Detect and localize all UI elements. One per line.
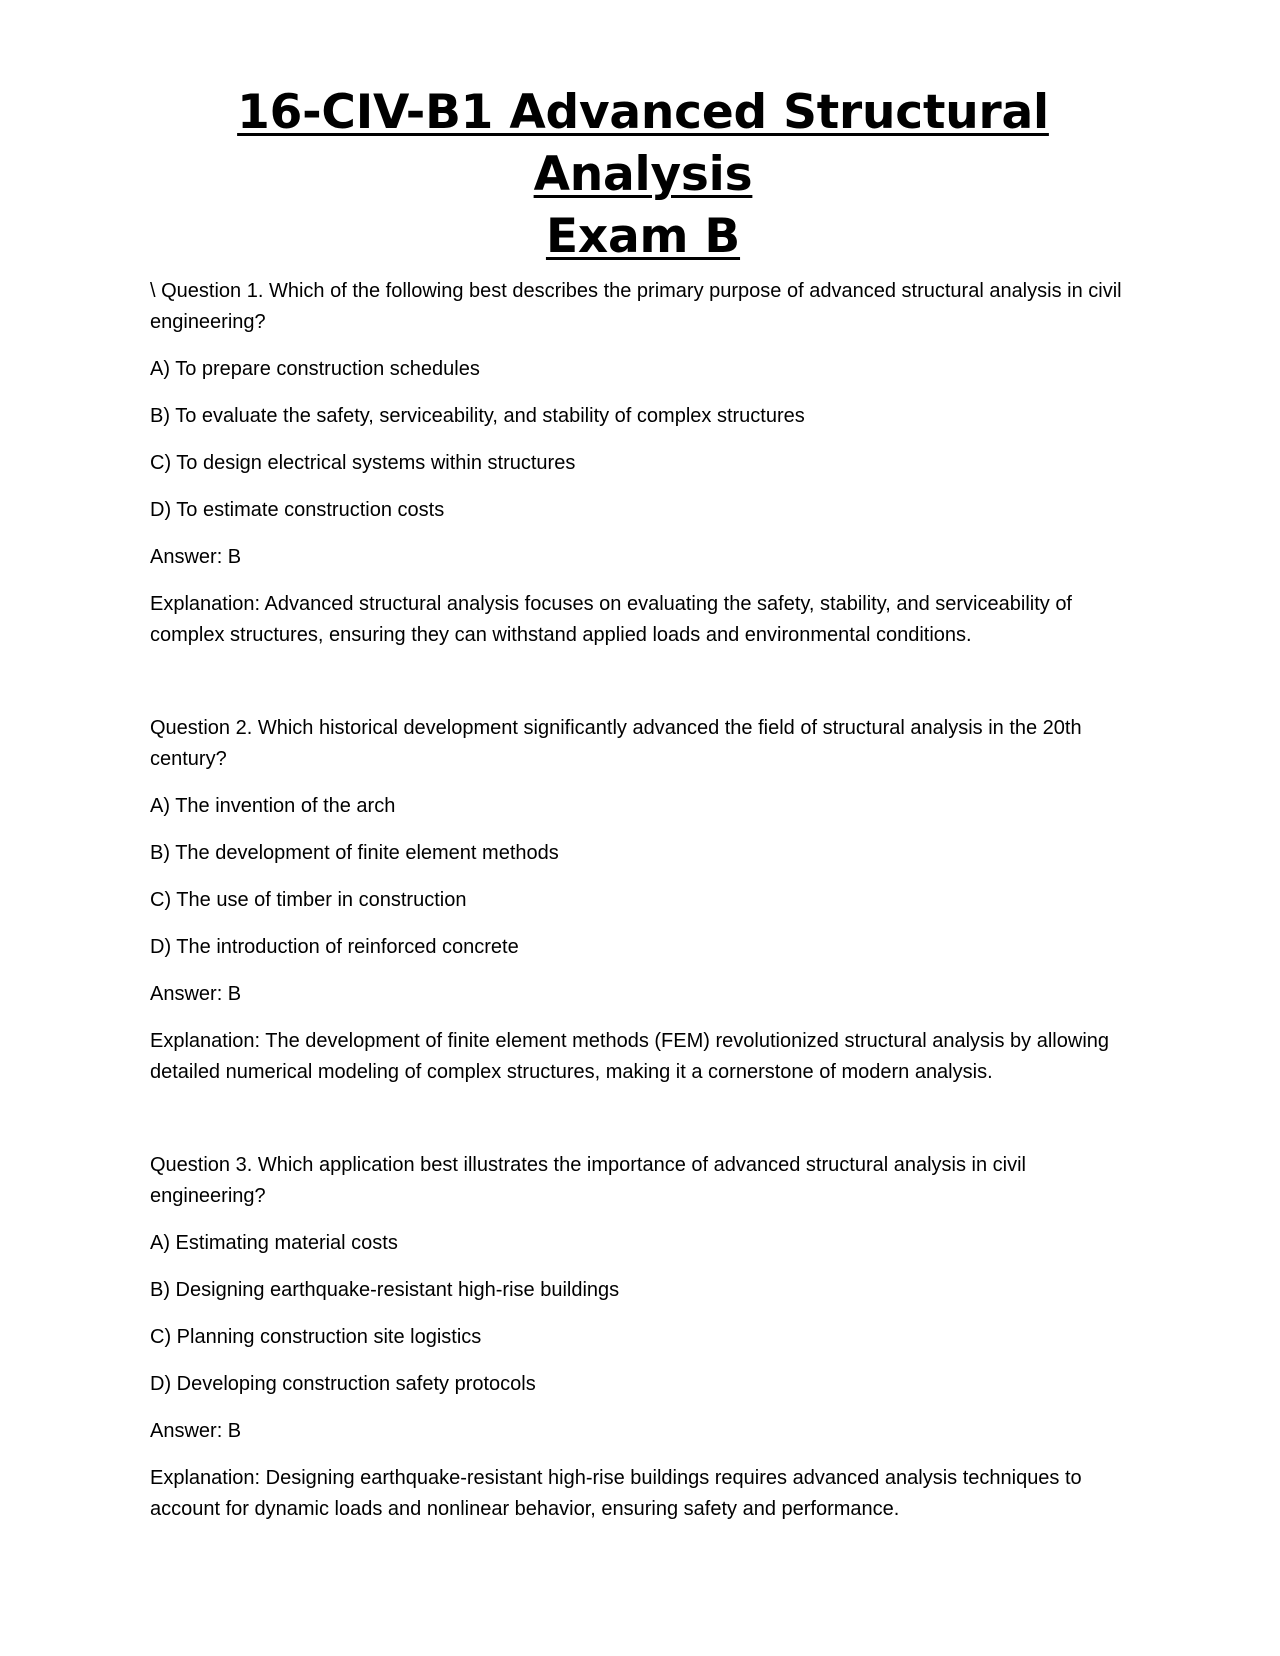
question-block (150, 276, 1136, 651)
answer-line: Answer: B (150, 1420, 242, 1442)
question-text: Question 3. Which application best illustrates the importance of advanced structural analysis in civil engineering? (150, 1154, 1026, 1207)
title-line-2: Exam B (545, 209, 741, 264)
answer-option: A) The invention of the arch (150, 795, 396, 817)
question-text: \ Question 1. Which of the following best describes the primary purpose of advanced structural analysis in civil engineering? (150, 280, 1122, 333)
question-text: Question 2. Which historical development significantly advanced the field of structural analysis in the 20th century? (150, 717, 1082, 770)
answer-option: D) To estimate construction costs (150, 499, 445, 521)
answer-option: C) To design electrical systems within structures (150, 452, 576, 474)
answer-option: D) The introduction of reinforced concrete (150, 936, 519, 958)
page-title (150, 82, 1136, 268)
answer-option: D) Developing construction safety protocols (150, 1373, 536, 1395)
answer-option: C) Planning construction site logistics (150, 1326, 482, 1348)
title-line-1: 16-CIV-B1 Advanced Structural Analysis (237, 85, 1049, 202)
answer-line: Answer: B (150, 546, 242, 568)
explanation-text: Explanation: Designing earthquake-resistant high-rise buildings requires advanced analysis techniques to account for dynamic loads and nonlinear behavior, ensuring safety and performance. (150, 1467, 1082, 1520)
question-block (150, 713, 1136, 1088)
answer-option: B) Designing earthquake-resistant high-rise buildings (150, 1279, 620, 1301)
answer-option: A) To prepare construction schedules (150, 358, 480, 380)
answer-line: Answer: B (150, 983, 242, 1005)
answer-option: A) Estimating material costs (150, 1232, 398, 1254)
document-page (150, 82, 1136, 1525)
question-block (150, 1150, 1136, 1525)
answer-option: B) To evaluate the safety, serviceability, and stability of complex structures (150, 405, 805, 427)
explanation-text: Explanation: The development of finite element methods (FEM) revolutionized structural analysis by allowing detailed numerical modeling of complex structures, making it a cornerstone of modern analysis. (150, 1030, 1110, 1083)
answer-option: B) The development of finite element methods (150, 842, 559, 864)
explanation-text: Explanation: Advanced structural analysis focuses on evaluating the safety, stability, and serviceability of complex structures, ensuring they can withstand applied loads and environmental conditions. (150, 593, 1072, 646)
answer-option: C) The use of timber in construction (150, 889, 467, 911)
